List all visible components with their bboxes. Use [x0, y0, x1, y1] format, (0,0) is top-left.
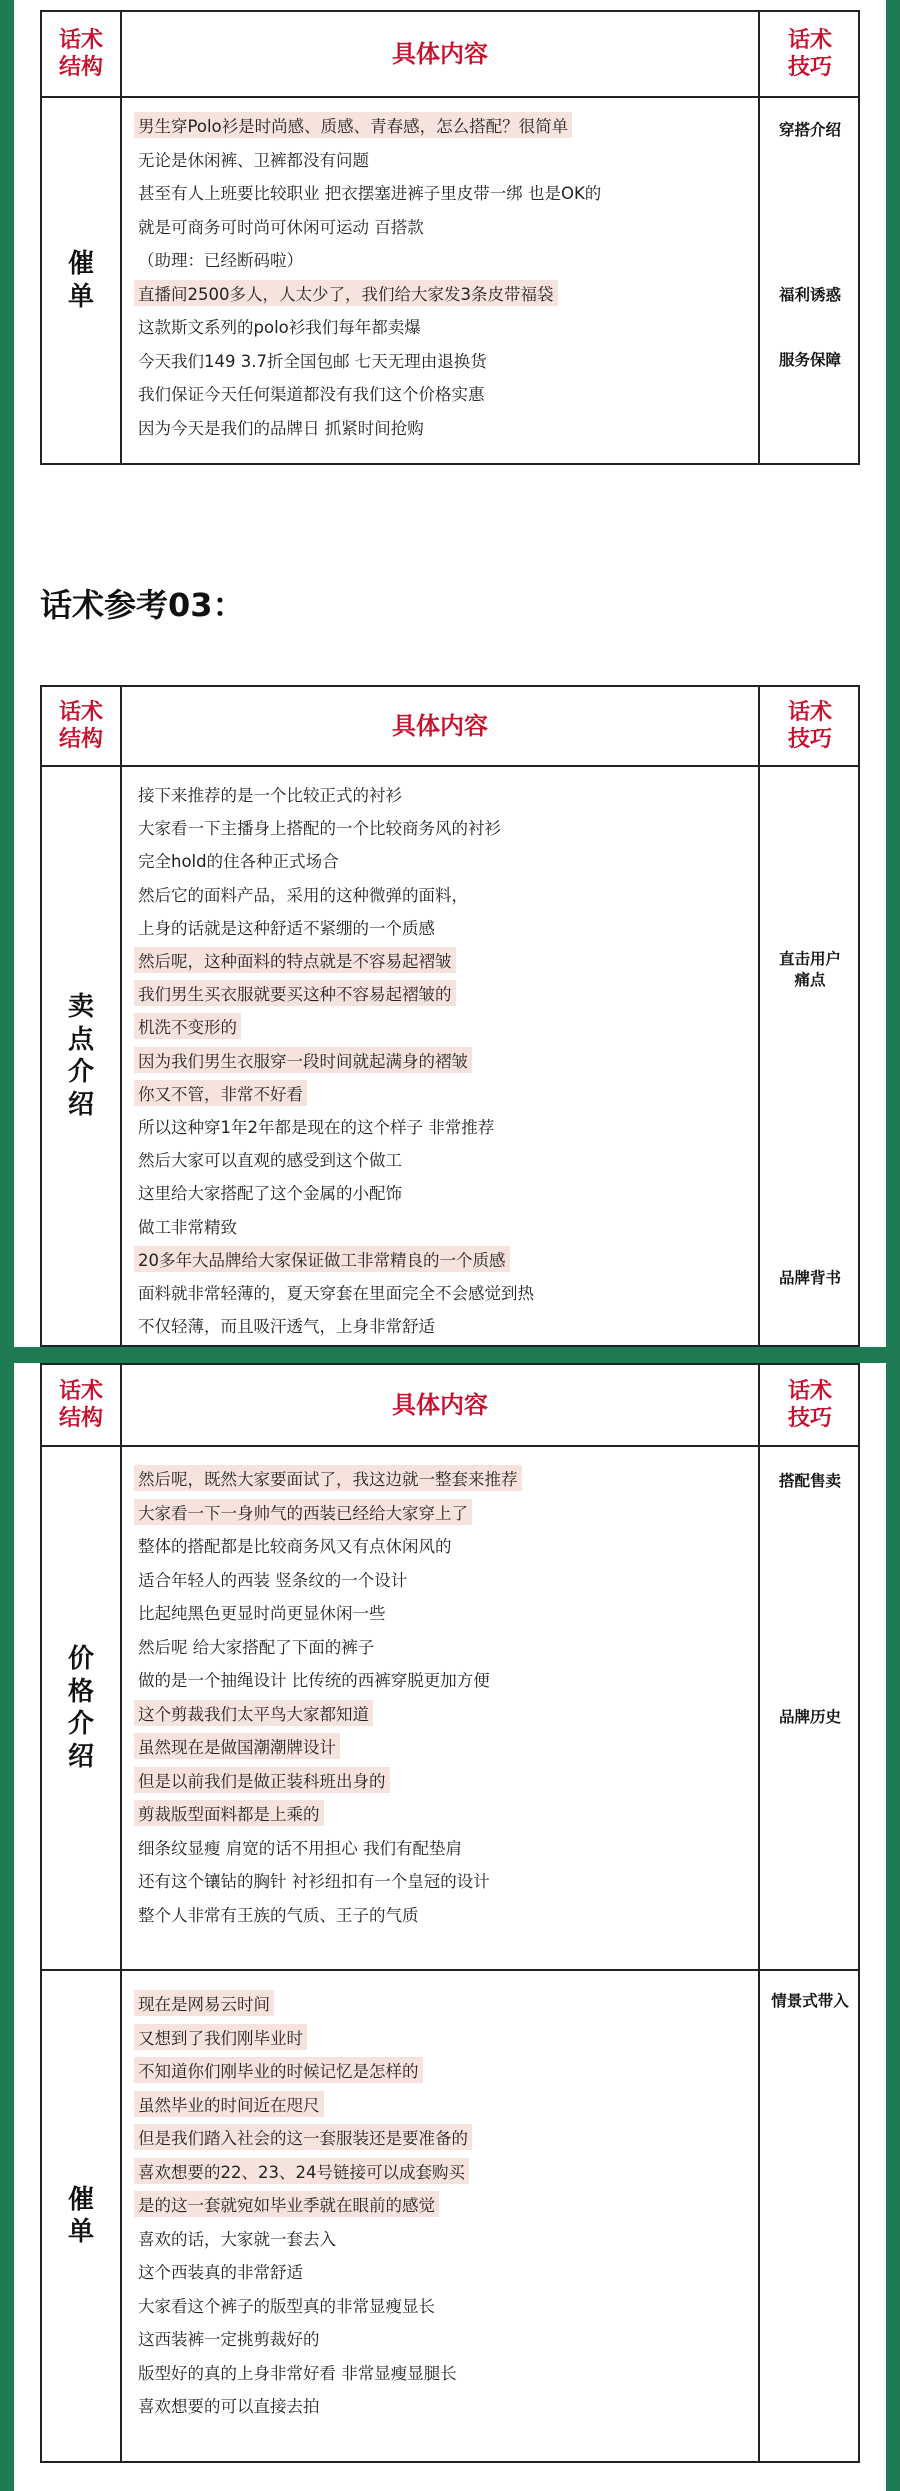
- content-line: 喜欢想要的22、23、24号链接可以成套购买: [134, 2158, 469, 2184]
- tip-scenario-immersion: 情景式带入: [771, 1992, 849, 2010]
- content-line: 现在是网易云时间: [134, 1990, 274, 2016]
- content-line: 不仅轻薄，而且吸汗透气，上身非常舒适: [138, 1317, 435, 1337]
- content-line: 是的这一套就宛如毕业季就在眼前的感觉: [134, 2191, 439, 2217]
- content-line: 我们男生买衣服就要买这种不容易起褶皱的: [134, 980, 456, 1006]
- tip-brand-endorsement: 品牌背书: [778, 1269, 841, 1287]
- content-line: 又想到了我们刚毕业时: [134, 2024, 307, 2050]
- content-line: 这款斯文系列的polo衫我们每年都卖爆: [138, 318, 421, 337]
- header-technique: 话术技巧: [787, 27, 832, 80]
- content-line: 大家看一下一身帅气的西装已经给大家穿上了: [134, 1499, 472, 1525]
- section-label-price-intro: 价格介绍: [67, 1644, 94, 1772]
- header-structure: 话术结构: [58, 1378, 103, 1431]
- section-label-urge-order: 催单: [67, 249, 94, 312]
- content-line: 所以这种穿1年2年都是现在的这个样子 非常推荐: [138, 1118, 495, 1137]
- header-content: 具体内容: [392, 1391, 488, 1419]
- header-structure: 话术结构: [58, 699, 103, 752]
- content-line: 机洗不变形的: [134, 1013, 241, 1039]
- content-line: 适合年轻人的西装 竖条纹的一个设计: [138, 1570, 408, 1590]
- content-line: 不知道你们刚毕业的时候记忆是怎样的: [134, 2057, 423, 2083]
- content-line: 今天我们149 3.7折全国包邮 七天无理由退换货: [138, 351, 487, 371]
- content-line: 剪裁版型面料都是上乘的: [134, 1800, 324, 1826]
- content-line: 无论是休闲裤、卫裤都没有问题: [138, 150, 369, 170]
- tip-benefit-lure: 福利诱惑: [778, 286, 841, 304]
- content-line: 虽然毕业的时间近在咫尺: [134, 2091, 324, 2117]
- content-line: 然后呢 给大家搭配了下面的裤子: [138, 1637, 375, 1657]
- header-technique: 话术技巧: [787, 1378, 832, 1431]
- content-line: 面料就非常轻薄的，夏天穿套在里面完全不会感觉到热: [138, 1284, 534, 1303]
- content-line: 这西装裤一定挑剪裁好的: [138, 2330, 320, 2349]
- content-line: 版型好的真的上身非常好看 非常显瘦显腿长: [138, 2363, 457, 2383]
- content-line: 上身的话就是这种舒适不紧绷的一个质感: [138, 918, 435, 938]
- header-content: 具体内容: [392, 712, 488, 740]
- content-line: 虽然现在是做国潮潮牌设计: [134, 1733, 340, 1759]
- header-structure: 话术结构: [58, 27, 103, 80]
- section-divider: [0, 1347, 900, 1363]
- script-table-2: [40, 685, 860, 1347]
- tip-brand-history: 品牌历史: [778, 1708, 841, 1726]
- content-line: 20多年大品牌给大家保证做工非常精良的一个质感: [134, 1246, 510, 1272]
- content-line: 然后呢，这种面料的特点就是不容易起褶皱: [134, 947, 456, 973]
- content-line: 然后呢，既然大家要面试了，我这边就一整套来推荐: [134, 1465, 522, 1491]
- content-line: 这里给大家搭配了这个金属的小配饰: [138, 1184, 402, 1204]
- section-label-urge-order: 催单: [67, 2184, 94, 2247]
- heading-script-reference-03: 话术参考03：: [40, 586, 245, 624]
- content-line: 喜欢的话，大家就一套去入: [138, 2229, 336, 2249]
- content-line: 你又不管，非常不好看: [134, 1080, 307, 1106]
- script-table-3: [40, 1363, 860, 2463]
- content-line: 还有这个镶钻的胸针 衬衫纽扣有一个皇冠的设计: [138, 1872, 490, 1891]
- content-line: 我们保证今天任何渠道都没有我们这个价格实惠: [138, 385, 485, 404]
- content-line: 整个人非常有王族的气质、王子的气质: [138, 1905, 419, 1925]
- content-line: 大家看这个裤子的版型真的非常显瘦显长: [138, 2296, 435, 2316]
- content-line: 这个剪裁我们太平鸟大家都知道: [134, 1700, 373, 1726]
- content-line: 甚至有人上班要比较职业 把衣摆塞进裤子里皮带一绑 也是OK的: [138, 184, 602, 203]
- content-line: 因为我们男生衣服穿一段时间就起满身的褶皱: [134, 1047, 472, 1073]
- content-line: 大家看一下主播身上搭配的一个比较商务风的衬衫: [138, 819, 501, 839]
- content-line: 细条纹显瘦 肩宽的话不用担心 我们有配垫肩: [138, 1838, 462, 1858]
- content-line: （助理：已经断码啦）: [138, 251, 303, 270]
- header-technique: 话术技巧: [787, 699, 832, 752]
- tip-pain-point: 直击用户痛点: [778, 950, 841, 989]
- content-line: 完全hold的住各种正式场合: [138, 852, 339, 872]
- content-line: 但是以前我们是做正装科班出身的: [134, 1767, 390, 1793]
- content-line: 就是可商务可时尚可休闲可运动 百搭款: [138, 217, 424, 237]
- content-line: 但是我们踏入社会的这一套服装还是要准备的: [134, 2124, 472, 2150]
- script-table-1: [40, 10, 860, 465]
- content-line: 喜欢想要的可以直接去拍: [138, 2397, 320, 2416]
- content-line: 整体的搭配都是比较商务风又有点休闲风的: [138, 1537, 452, 1556]
- tip-bundle-sale: 搭配售卖: [778, 1472, 841, 1490]
- content-line: 做工非常精致: [138, 1217, 237, 1237]
- content-line: 男生穿Polo衫是时尚感、质感、青春感，怎么搭配？很简单: [134, 112, 572, 138]
- content-line: 做的是一个抽绳设计 比传统的西裤穿脱更加方便: [138, 1671, 490, 1690]
- tip-outfit-intro: 穿搭介绍: [778, 121, 841, 139]
- content-line: 比起纯黑色更显时尚更显休闲一些: [138, 1604, 386, 1623]
- content-line: 然后它的面料产品，采用的这种微弹的面料，: [138, 885, 468, 905]
- content-line: 接下来推荐的是一个比较正式的衬衫: [138, 786, 402, 805]
- section-label-selling-points: 卖点介绍: [67, 992, 94, 1120]
- content-line: 因为今天是我们的品牌日 抓紧时间抢购: [138, 418, 424, 438]
- content-line: 直播间2500多人，人太少了，我们给大家发3条皮带福袋: [134, 280, 558, 306]
- content-line: 这个西装真的非常舒适: [138, 2263, 303, 2282]
- content-line: 然后大家可以直观的感受到这个做工: [138, 1151, 402, 1171]
- tip-service-guarantee: 服务保障: [778, 351, 841, 369]
- header-content: 具体内容: [392, 40, 488, 68]
